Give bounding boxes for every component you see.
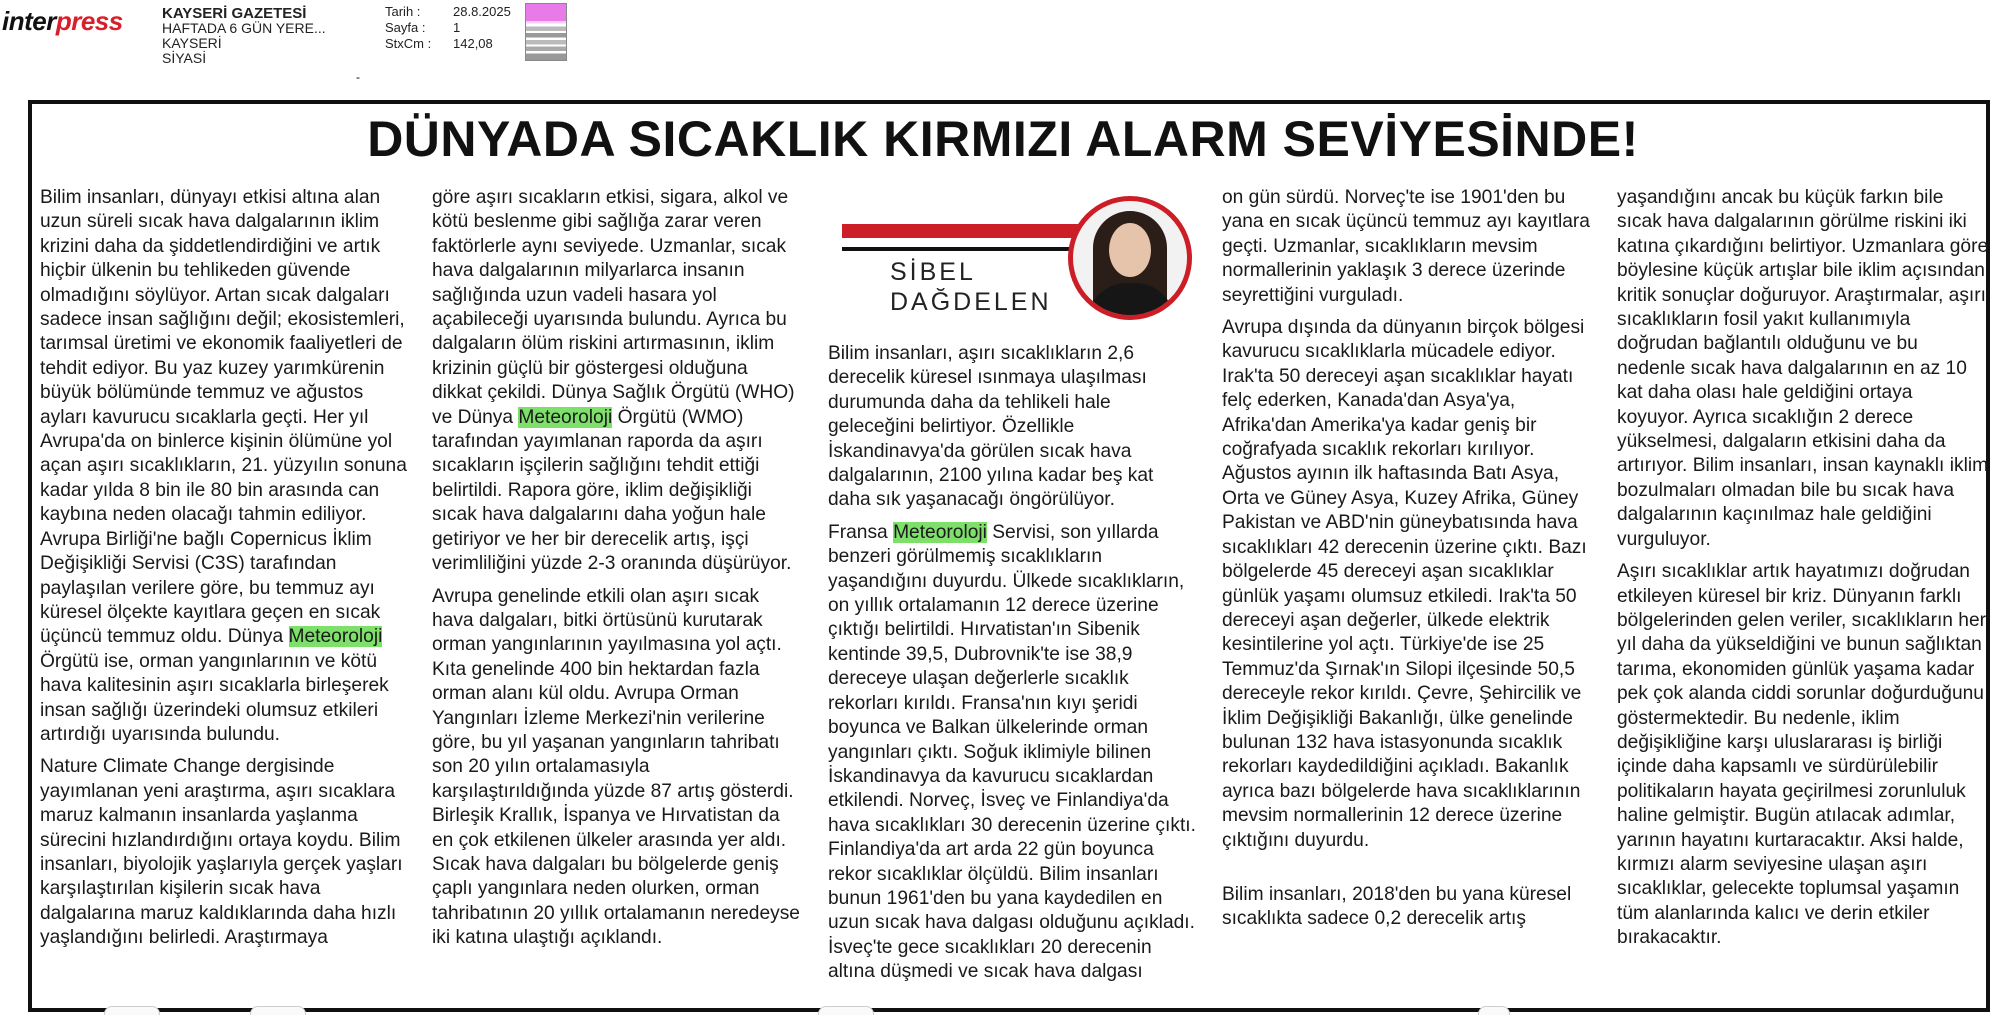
article-column-4 [1222, 186, 1592, 940]
publication-frequency: HAFTADA 6 GÜN YERE... [162, 20, 326, 36]
text-run: Örgütü (WMO) tarafından yayımlanan raporda da aşırı sıcakların işçilerin sağlığını tehdit ettiği belirtildi. Rapora göre, iklim değişikliği sıcak hava dalgalarını daha yoğun hale getiriyor ve her bir derecelik artış, işçi verimliliğini yüzde 2-3 oranında düşürüyor. [432, 406, 792, 575]
page-label: Sayfa : [385, 20, 426, 35]
paragraph: yaşandığını ancak bu küçük farkın bile sıcak hava dalgalarının görülme riskini iki katına çıkardığını belirtiyor. Uzmanlara göre böylesine küçük artışlar bile iklim açısından kritik sonuçlar doğuruyor. Araştırmalar, aşırı sıcaklıkların fosil yakıt kullanımıyla doğrudan bağlantılı olduğunu ve bu nedenle sıcak hava dalgalarının en az 10 kat daha olası hale geldiğini ortaya koyuyor. Ayrıca sıcaklığın 2 derece yükselmesi, dalgaların etkisini daha da artırıyor. Bilim insanları, insan kaynaklı iklim bozulmaları olmadan bile bu sıcak hava dalgalarının kaçınılmaz hale geldiğini vurguluyor. [1617, 187, 1989, 550]
author-first-name: SİBEL [890, 258, 976, 286]
stxcm-label: StxCm : [385, 36, 432, 51]
paragraph: Avrupa genelinde etkili olan aşırı sıcak hava dalgaları, bitki örtüsünü kurutarak orman yangınlarının yayılmasına yol açtı. Kıta genelinde 400 bin hektardan fazla orman alanı kül oldu. Avrupa Orman Yangınları İzleme Merkezi'nin verilerine göre, bu yıl yaşanan yangınların tahribatı son 20 yılın ortalamasıyla karşılaştırıldığında yüzde 87 artış gösterdi. Birleşik Krallık, İspanya ve Hırvatistan da en çok etkilenen ülkeler arasında yer aldı. Sıcak hava dalgaları bu bölgelerde geniş çaplı yangınlara neden olurken, orman tahribatının 20 yıllık ortalamanın neredeyse iki katına ulaştığı açıklandı. [432, 585, 800, 949]
author-black-bar [842, 247, 1100, 251]
paragraph [828, 521, 1196, 985]
text-run: Servisi, son yıllarda benzeri görülmemiş sıcaklıkların yaşandığını duyurdu. Ülkede sıcaklıkların, on yıllık ortalamanın 12 derece üzerine çıktığı belirtildi. Hırvatistan'ın Sibenik kentinde 39,5, Dubrovnik'te ise 38,9 dereceye ulaşan değerlerle sıcaklık rekorları kırıldı. Fransa'nın kıyı şeridi boyunca ve Balkan ülkelerinde orman yangınları çıktı. Soğuk iklimiyle bilinen İskandinavya da kavurucu sıcaklardan etkilendi. Norveç, İsveç ve Finlandiya'da hava sıcaklıkları 30 derecenin üzerine çıktı. Finlandiya'da art arda 22 gün boyunca rekor sıcaklıklar ölçüldü. Bilim insanları bunun 1961'den bu yana kaydedilen en uzun sıcak hava dalgası olduğunu açıkladı. İsveç'te gece sıcaklıkları 20 derecenin altına düşmedi ve sıcak hava dalgası [828, 521, 1196, 983]
author-photo [1068, 196, 1192, 320]
page-thumbnail[interactable] [525, 3, 567, 61]
clip-meta [385, 4, 511, 52]
highlight-term: Meteoroloji [288, 626, 383, 648]
paragraph: Nature Climate Change dergisinde yayımlanan yeni araştırma, aşırı sıcaklara maruz kalmanın insanlarda yaşlanma sürecini hızlandırdığını ortaya koydu. Bilim insanları, biyolojik yaşlarıyla gerçek yaşları karşılaştırılan kişilerin sıcak hava dalgalarına maruz kaldıklarında daha hızlı yaşlandığını belirledi. Araştırmaya [40, 756, 403, 949]
highlight-term: Meteoroloji [518, 406, 613, 428]
paragraph: Bilim insanları, 2018'den bu yana küresel sıcaklıkta sadece 0,2 derecelik artış [1222, 883, 1572, 930]
text-run: göre aşırı sıcakların etkisi, sigara, alkol ve kötü beslenme gibi sağlığa zarar veren faktörlerle aynı seviyede. Uzmanlar, sıcak hava dalgalarının milyarlarca insanın sağlığında uzun vadeli hasara yol açabileceği uyarısında bulundu. Ayrıca bu dalgaların ölüm riskini artırmasının, iklim krizinin güçlü bir göstergesi olduğuna dikkat çekildi. Dünya Sağlık Örgütü (WHO) ve Dünya [432, 187, 795, 428]
paragraph: on gün sürdü. Norveç'te ise 1901'den bu yana en sıcak üçüncü temmuz ayı kayıtlara geçti. Uzmanlar, sıcaklıkların mevsim normallerinin yaklaşık 3 derece üzerinde seyrettiğini vurguladı. [1222, 187, 1590, 306]
highlight-term: Meteoroloji [893, 521, 987, 543]
author-box [842, 196, 1192, 328]
publication-city: KAYSERİ [162, 35, 222, 51]
paragraph: Aşırı sıcaklıklar artık hayatımızı doğrudan etkileyen küresel bir kriz. Dünyanın farklı bölgelerinden gelen veriler, sıcaklıkların her yıl daha da yükseldiğini ve bunun sağlıktan tarıma, ekonomiden günlük yaşama kadar pek çok alanda ciddi sorunlar doğurduğunu göstermektedir. Bu nedenle, iklim değişikliğine karşı uluslararası iş birliği içinde daha kapsamlı ve sürdürülebilir politikaların hayata geçirilmesi zorunluluk haline gelmiştir. Bugün atılacak adımlar, yarının hayatını kurtaracaktır. Aksi halde, kırmızı alarm seviyesine ulaşan aşırı sıcaklıklar, gelecekte toplumsal yaşamın tüm alanlarında kalıcı ve derin etkiler bırakacaktır. [1617, 561, 1987, 949]
text-run: Fransa [828, 521, 894, 543]
text-run: Bilim insanları, dünyayı etkisi altına alan uzun süreli sıcak hava dalgalarının iklim krizini daha da şiddetlendirdiğini ve artık hiçbir ülkenin bu tehlikeden güvende olmadığını söylüyor. Artan sıcak dalgaları sadece insan sağlığını değil; ekosistemleri, tarımsal üretimi ve ekonomik faaliyetleri de tehdit ediyor. Bu yaz kuzey yarımkürenin büyük bölümünde temmuz ve ağustos ayları kavurucu sıcaklarla geçti. Her yıl Avrupa'da on binlerce kişinin ölümüne yol açan aşırı sıcaklıkların, 21. yüzyılın sonuna kadar yılda 8 bin ile 80 bin arasında can kaybına neden olacağı tahmin ediliyor. Avrupa Birliği'ne bağlı Copernicus İklim Değişikliği Servisi (C3S) tarafından paylaşılan verilere göre, bu temmuz ayı küresel ölçekte kayıtlara geçen en sıcak üçüncü temmuz oldu. Dünya [40, 187, 407, 648]
headline: DÜNYADA SICAKLIK KIRMIZI ALARM SEVİYESİNDE! [367, 111, 1639, 167]
publication-name: KAYSERİ GAZETESİ [162, 5, 307, 22]
text-run: Örgütü ise, orman yangınlarının ve kötü hava kalitesinin aşırı sıcaklarla birleşerek insan sağlığı üzerindeki olumsuz etkileri artırdığı uyarısında bulundu. [40, 650, 389, 745]
paragraph: Avrupa dışında da dünyanın birçok bölgesi kavurucu sıcaklıklarla mücadele ediyor. Irak'ta 50 dereceyi aşan sıcaklıklar hayatı felç ederken, Kanada'dan Asya'ya, Afrika'dan Amerika'ya kadar geniş bir coğrafyada sıcaklık rekorları kırılıyor. Ağustos ayının ilk haftasında Batı Asya, Orta ve Güney Asya, Kuzey Afrika, Güney Pakistan ve ABD'nin güneybatısında hava sıcaklıkları 42 derecenin üzerine çıktı. Bazı bölgelerde 45 dereceyi aşan sıcaklıklar günlük yaşamı olumsuz etkiledi. Irak'ta 50 dereceyi aşan değerler, ülkede elektrik kesintilerine yol açtı. Türkiye'de ise 25 Temmuz'da Şırnak'ın Silopi ilçesinde 50,5 dereceyle rekor kırıldı. Çevre, Şehircilik ve İklim Değişikliği Bakanlığı, ülke genelinde bulunan 132 hava istasyonunda sıcaklık rekorları kaydedildiğini açıkladı. Bakanlık ayrıca bazı bölgelerde hava sıcaklıklarının mevsim normallerinin 12 derece üzerine çıktığını duyurdu. [1222, 317, 1587, 851]
date-label: Tarih : [385, 4, 421, 19]
photo-face [1109, 223, 1151, 277]
logo-inter-text: inter [2, 6, 56, 36]
stxcm-value: 142,08 [453, 36, 493, 51]
paragraph [432, 186, 802, 577]
publication-category: SİYASİ [162, 50, 207, 66]
logo-press-text: press [55, 6, 123, 36]
publication-info [162, 6, 326, 66]
dash-mark: - [356, 70, 360, 84]
author-last-name: DAĞDELEN [890, 288, 1052, 316]
paragraph: Bilim insanları, aşırı sıcaklıkların 2,6 derecelik küresel ısınmaya ulaşılması durumunda daha da tehlikeli hale geleceğini belirtiyor. Özellikle İskandinavya'da görülen sıcak hava dalgalarının, 2100 yılına kadar beş kat daha sık yaşanacağı öngörülüyor. [828, 343, 1154, 511]
author-red-bar [842, 224, 1100, 238]
interpress-logo [2, 6, 123, 37]
article-column-2 [432, 186, 802, 959]
page-value: 1 [453, 20, 461, 35]
paragraph [40, 186, 410, 747]
article-column-1 [40, 186, 410, 959]
article-column-5 [1617, 186, 1989, 959]
date-value: 28.8.2025 [453, 4, 511, 19]
article-column-3 [828, 342, 1196, 993]
